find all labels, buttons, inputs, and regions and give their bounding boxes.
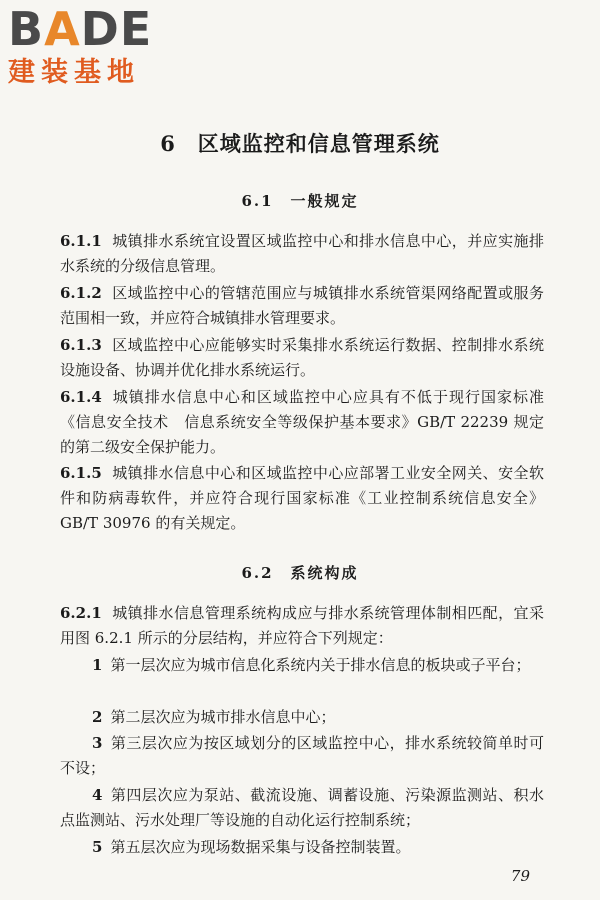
clause-6-1-2: 6.1.2 区域监控中心的管辖范围应与城镇排水系统管渠网络配置或服务范围相一致，并应符合城镇排水管理要求。	[60, 284, 544, 327]
clause-6-1-4: 6.1.4 城镇排水信息中心和区域监控中心应具有不低于现行国家标准《信息安全技术 信息系统安全等级保护基本要求》GB/T 22239 规定的第二级安全保护能力。	[60, 388, 544, 456]
chapter-title: 6 区域监控和信息管理系统	[160, 131, 440, 156]
clause-6-2-1: 6.2.1 城镇排水信息管理系统构成应与排水系统管理体制相匹配，宜采用图 6.2.1 所示的分层结构，并应符合下列规定：	[60, 604, 544, 647]
bade-logo	[8, 4, 152, 90]
logo-subtitle: 建装基地	[8, 57, 140, 88]
clause-6-1-5: 6.1.5 城镇排水信息中心和区域监控中心应部署工业安全网关、安全软件和防病毒软件，并应符合现行国家标准《工业控制系统信息安全》GB/T 30976 的有关规定。	[60, 464, 544, 532]
list-item-2: 2 第二层次应为城市排水信息中心；	[92, 708, 336, 726]
clause-6-1-3: 6.1.3 区域监控中心应能够实时采集排水系统运行数据、控制排水系统设施设备、协调并优化排水系统运行。	[60, 336, 544, 379]
list-item-1: 1 第一层次应为城市信息化系统内关于排水信息的板块或子平台；	[92, 656, 531, 674]
list-item-4: 4 第四层次应为泵站、截流设施、调蓄设施、污染源监测站、积水点监测站、污水处理厂等设施的自动化运行控制系统；	[60, 786, 544, 829]
section-title-6-2: 6.2 系统构成	[241, 564, 359, 582]
clause-6-1-1: 6.1.1 城镇排水系统宜设置区域监控中心和排水信息中心，并应实施排水系统的分级信息管理。	[60, 232, 544, 275]
section-title-6-1: 6.1 一般规定	[241, 192, 359, 210]
logo-wordmark: BADE	[8, 2, 153, 56]
list-item-3: 3 第三层次应为按区域划分的区域监控中心，排水系统较简单时可不设；	[60, 734, 544, 777]
page-number: 79	[510, 867, 530, 885]
list-item-5: 5 第五层次应为现场数据采集与设备控制装置。	[92, 838, 411, 856]
